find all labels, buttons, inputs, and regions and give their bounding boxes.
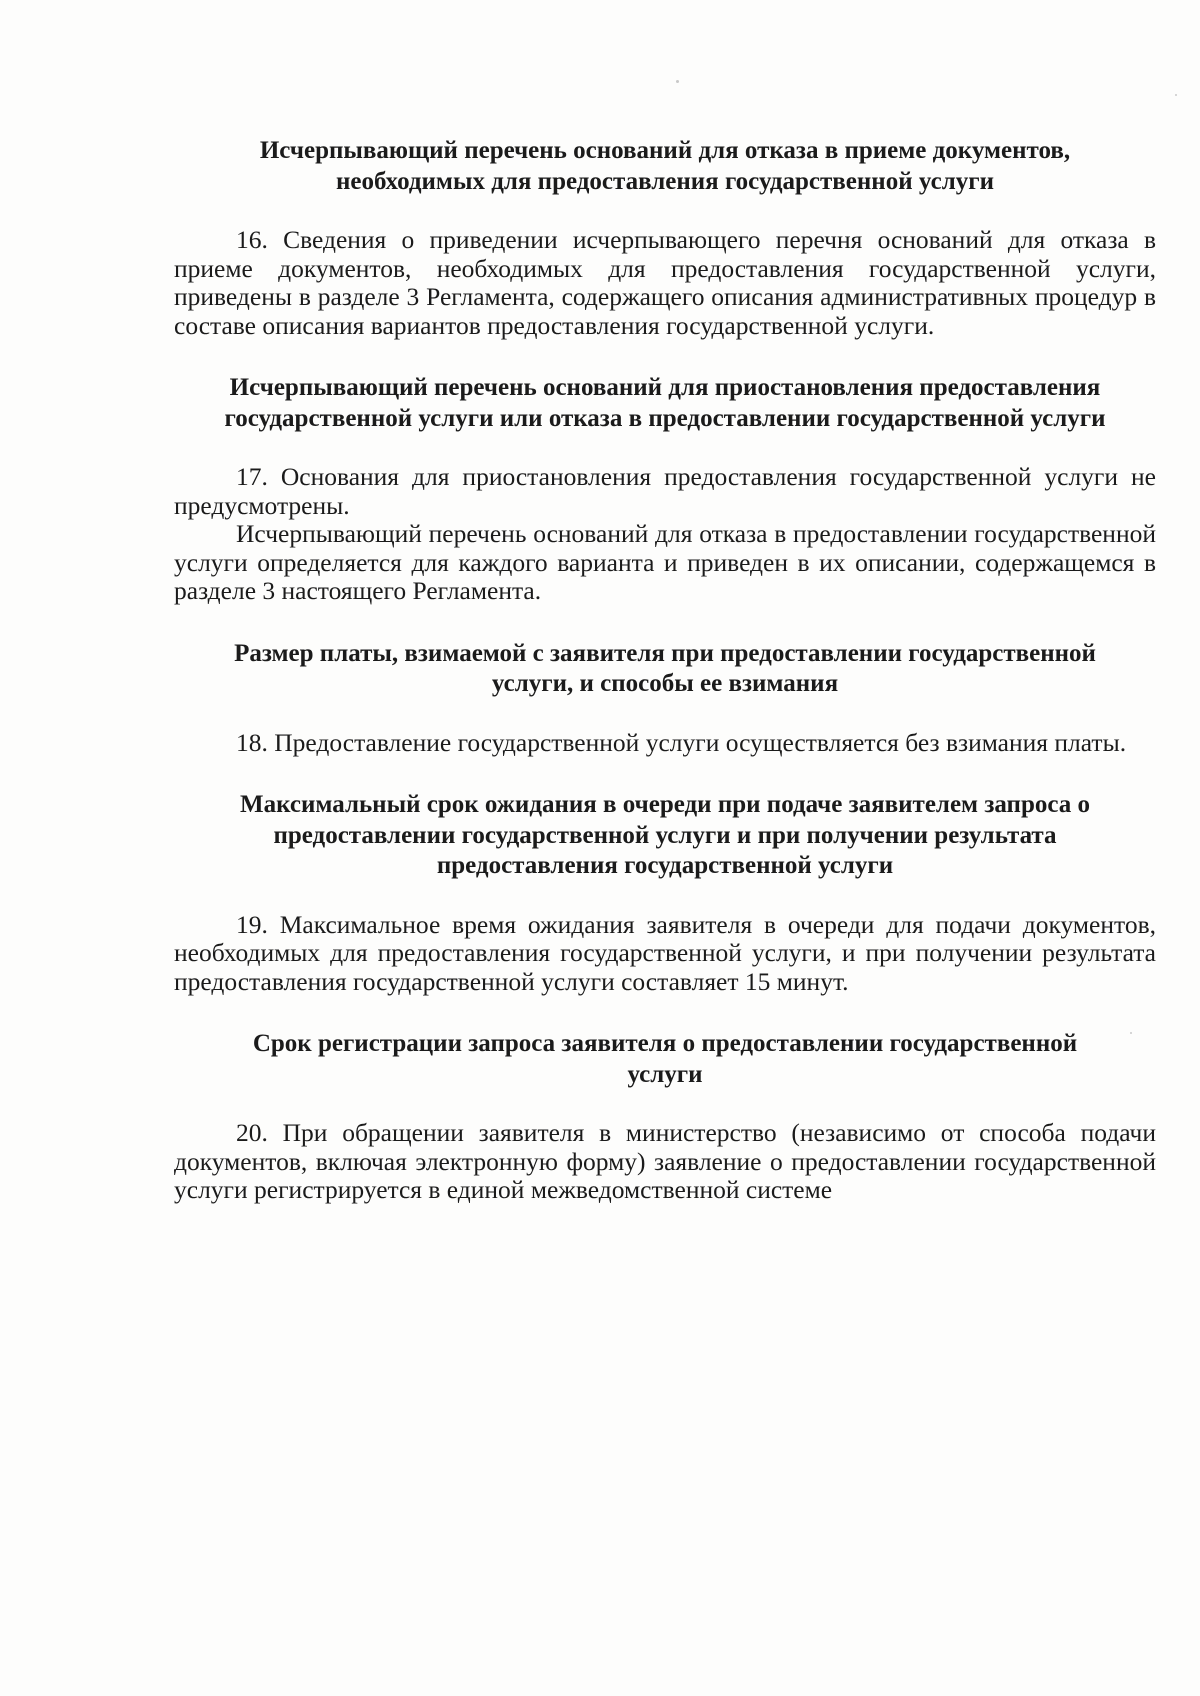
paragraph-19: 19. Максимальное время ожидания заявителя в очереди для подачи документов, необходимых для предоставления государственной услуги, и при получении результата предоставления государственной услуги составляет 15 минут.: [174, 909, 1156, 996]
scan-speck: [1175, 94, 1177, 96]
section-title-registration-term: Срок регистрации запроса заявителя о предоставлении государственной услуги: [252, 1030, 1078, 1088]
section-title-fee: Размер платы, взимаемой с заявителя при предоставлении государственной услуги, и способы ее взимания: [234, 639, 1096, 697]
section-title-suspension-refusal: Исчерпывающий перечень оснований для приостановления предоставления государственной услуги или отказа в предоставлении государственной услуги: [224, 374, 1106, 432]
paragraph-17: 17. Основания для приостановления предоставления государственной услуги не предусмотрены.: [174, 462, 1156, 520]
paragraph-20: 20. При обращении заявителя в министерство (независимо от способа подачи документов, включая электронную форму) заявление о предоставлении государственной услуги регистрируется в единой межведомственной системе: [174, 1118, 1156, 1204]
paragraph-18: 18. Предоставление государственной услуги осуществляется без взимания платы.: [236, 727, 1127, 757]
section-title-queue-time: Максимальный срок ожидания в очереди при подаче заявителем запроса о предоставлении государственной услуги и при получении результата предоставления государственной услуги: [239, 791, 1090, 879]
scan-speck: [676, 80, 679, 83]
paragraph-17-continued: Исчерпывающий перечень оснований для отказа в предоставлении государственной услуги определяется для каждого варианта и приведен в их описании, содержащемся в разделе 3 настоящего Регламента.: [174, 519, 1156, 605]
document-body: [174, 136, 1156, 1205]
section-title-refusal-acceptance: Исчерпывающий перечень оснований для отказа в приеме документов, необходимых для предоставления государственной услуги: [259, 137, 1071, 195]
paragraph-16: 16. Сведения о приведении исчерпывающего перечня оснований для отказа в приеме документов, необходимых для предоставления государственной услуги, приведены в разделе 3 Регламента, содержащего описания административных процедур в составе описания вариантов предоставления государственной услуги.: [174, 225, 1156, 340]
